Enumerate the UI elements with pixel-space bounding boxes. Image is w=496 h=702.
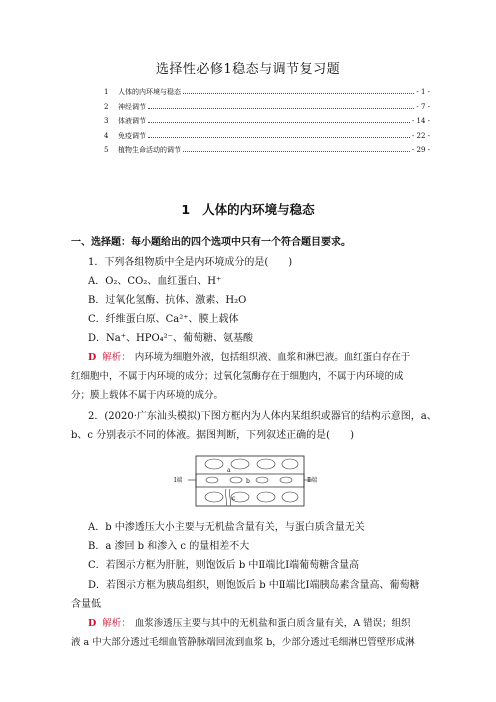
question-2-analysis-line-2: 液 a 中大部分透过毛细血管静脉端回流到血浆 b，少部分透过毛细淋巴管壁形成淋 — [71, 637, 415, 648]
toc-title: 植物生命活动的调节 — [118, 146, 181, 155]
question-1-option-a: A．O₂、CO₂、血红蛋白、H⁺ — [88, 276, 222, 287]
chapter-heading — [0, 200, 496, 218]
question-2-option-a: A．b 中渗透压大小主要与无机盐含量有关，与蛋白质含量无关 — [88, 522, 365, 533]
document-title: 选择性必修1稳态与调节复习题 — [155, 62, 341, 77]
table-of-contents — [104, 87, 430, 160]
toc-number: 1 — [104, 88, 109, 96]
chapter-title: 人体的内环境与稳态 — [202, 202, 315, 217]
diagram-label-b: b — [246, 478, 250, 485]
toc-leader — [148, 122, 410, 123]
toc-leader — [183, 93, 414, 94]
toc-entry[interactable] — [104, 145, 430, 160]
question-1-stem: 1．下列各组物质中全是内环境成分的是( ) — [88, 257, 293, 268]
toc-title: 免疫调节 — [118, 131, 146, 140]
toc-number: 3 — [104, 117, 109, 126]
question-2-option-d: D．若图示方框为胰岛组织，则饱饭后 b 中Ⅱ端比Ⅰ端胰岛素含量高、葡萄糖 — [88, 580, 420, 591]
toc-title: 人体的内环境与稳态 — [118, 88, 181, 96]
chapter-number: 1 — [181, 202, 191, 217]
section-heading: 一、选择题：每小题给出的四个选项中只有一个符合题目要求。 — [71, 237, 351, 248]
diagram-end-i-label: Ⅰ端 — [174, 477, 183, 484]
answer-letter: D — [88, 618, 97, 629]
question-1-option-c: C．纤维蛋白原、Ca²⁺、膜上载体 — [88, 314, 239, 325]
toc-page: - 7 - — [416, 102, 430, 111]
toc-title: 体液调节 — [118, 117, 146, 126]
toc-entry[interactable] — [104, 116, 430, 131]
toc-entry[interactable] — [104, 102, 430, 117]
toc-number: 5 — [104, 146, 109, 155]
toc-title: 神经调节 — [118, 102, 146, 111]
analysis-label: 解析： — [102, 618, 131, 629]
question-2-option-c: C．若图示方框为肝脏，则饱饭后 b 中Ⅱ端比Ⅰ端葡萄糖含量高 — [88, 560, 360, 571]
question-2-stem: 2．(2020·广东汕头模拟)下图方框内为人体内某组织或器官的结构示意图，a、 — [88, 411, 437, 422]
question-2-analysis — [88, 615, 411, 629]
question-2-stem-line-2: b、c 分别表示不同的体液。据图判断，下列叙述正确的是( ) — [71, 430, 354, 441]
question-1-analysis-line-2: 红细胞中，不属于内环境的成分；过氧化氢酶存在于细胞内，不属于内环境的成 — [71, 371, 404, 382]
diagram-label-a: a — [227, 467, 231, 474]
toc-entry[interactable] — [104, 131, 430, 146]
question-1-option-d: D．Na⁺、HPO₄²⁻、葡萄糖、氨基酸 — [88, 333, 253, 344]
toc-number: 2 — [104, 102, 109, 111]
analysis-label: 解析： — [102, 352, 131, 363]
toc-page: - 22 - — [411, 131, 430, 140]
question-2-option-d-line-2: 含量低 — [71, 599, 101, 610]
diagram-end-ii-label: Ⅱ端 — [307, 477, 318, 484]
toc-leader — [183, 151, 410, 152]
toc-page: - 1 - — [416, 88, 430, 96]
analysis-text: 内环境为细胞外液，包括组织液、血浆和淋巴液。血红蛋白存在于 — [134, 352, 411, 363]
toc-leader — [148, 137, 410, 138]
question-1-analysis — [88, 349, 410, 363]
toc-page: - 29 - — [411, 146, 430, 155]
toc-leader — [148, 108, 414, 109]
question-1-analysis-line-3: 分；膜上载体不属于内环境的成分。 — [71, 390, 224, 401]
toc-page: - 14 - — [411, 117, 430, 126]
toc-entry[interactable] — [104, 87, 430, 102]
toc-number: 4 — [104, 131, 109, 140]
tissue-structure-diagram — [174, 455, 322, 507]
diagram-label-c: c — [232, 495, 236, 502]
answer-letter: D — [88, 352, 97, 363]
question-1-option-b: B．过氧化氢酶、抗体、激素、H₂O — [88, 295, 247, 306]
question-2-option-b: B．a 渗回 b 和渗入 c 的量相差不大 — [88, 541, 250, 552]
analysis-text: 血浆渗透压主要与其中的无机盐和蛋白质含量有关，A 错误；组织 — [134, 618, 411, 629]
